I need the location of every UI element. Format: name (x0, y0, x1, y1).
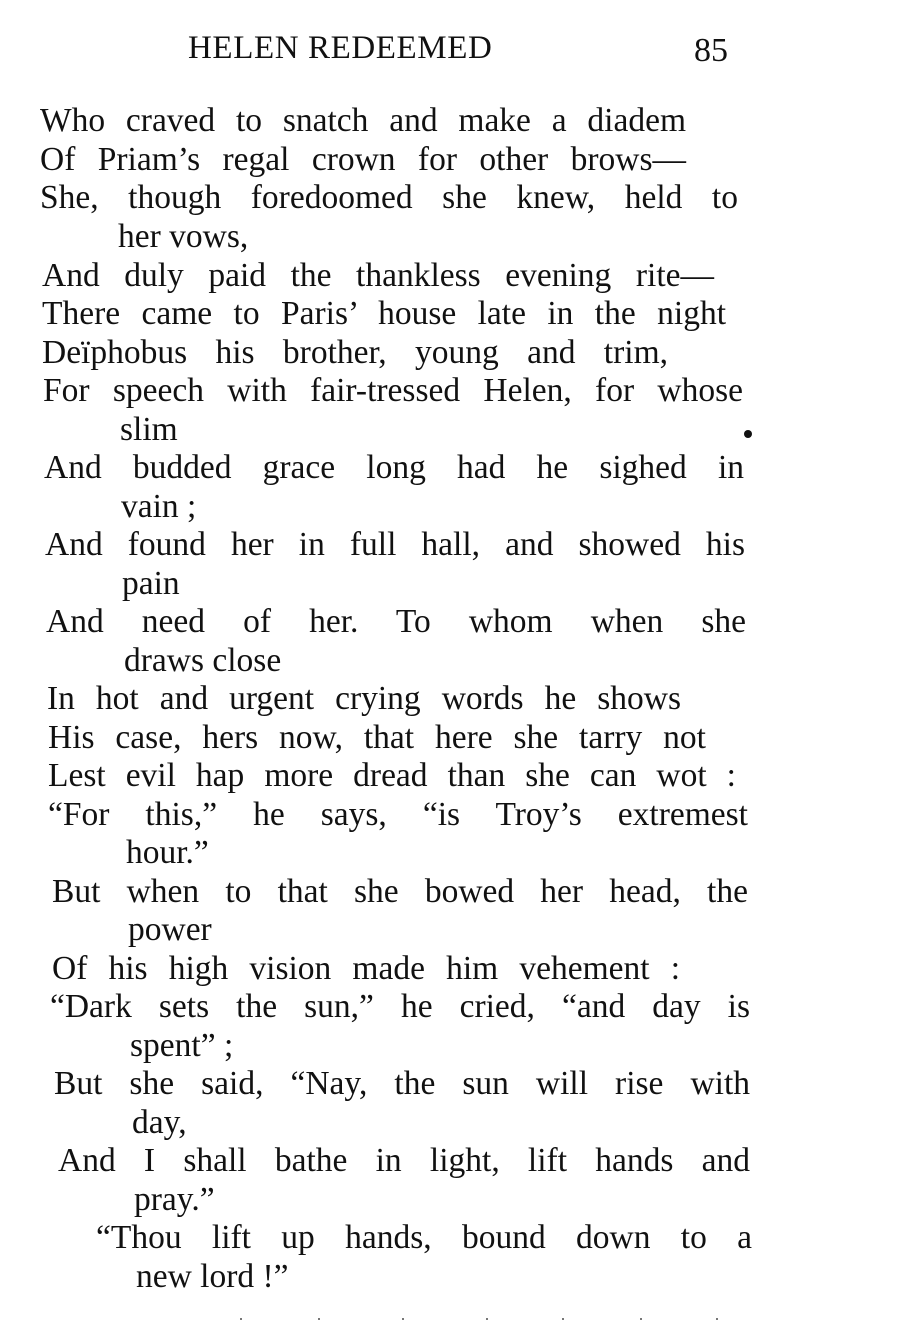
poem-line: She, though foredoomed she knew, held to (40, 179, 738, 216)
poem-line-continuation: power (128, 911, 212, 948)
poem-line: His case, hers now, that here she tarry not (48, 719, 706, 756)
poem-line: “Thou lift up hands, bound down to a (96, 1219, 752, 1256)
poem-line-continuation: hour.” (126, 834, 209, 871)
poem-line-continuation: vain ; (121, 488, 197, 525)
poem-line: And budded grace long had he sighed in (44, 449, 744, 486)
ink-speck (744, 430, 752, 438)
poem-line: But when to that she bowed her head, the (52, 873, 748, 910)
page-edge-specks (0, 1318, 900, 1322)
poem-line: “For this,” he says, “is Troy’s extremest (48, 796, 748, 833)
poem-line-continuation: day, (132, 1104, 187, 1141)
page-number: 85 (694, 32, 728, 69)
poem-line: Lest evil hap more dread than she can wot : (48, 757, 736, 794)
poem-line: Of Priam’s regal crown for other brows— (40, 141, 686, 178)
poem-line: There came to Paris’ house late in the night (42, 295, 726, 332)
running-title: HELEN REDEEMED (188, 30, 493, 66)
poem-line: Who craved to snatch and make a diadem (40, 102, 686, 139)
poem-line: In hot and urgent crying words he shows (47, 680, 681, 717)
poem-line-continuation: new lord !” (136, 1258, 289, 1295)
poem-line: Deïphobus his brother, young and trim, (42, 334, 668, 371)
poem-line-continuation: spent” ; (130, 1027, 234, 1064)
poem-line-continuation: slim (120, 411, 178, 448)
poem-line-continuation: her vows, (118, 218, 249, 255)
poem-line-continuation: pray.” (134, 1181, 215, 1218)
poem-line: And need of her. To whom when she (46, 603, 746, 640)
poem-line: For speech with fair-tressed Helen, for whose (43, 372, 743, 409)
poem-line: “Dark sets the sun,” he cried, “and day is (50, 988, 750, 1025)
poem-line: Of his high vision made him vehement : (52, 950, 680, 987)
poem-line-continuation: draws close (124, 642, 282, 679)
poem-line-continuation: pain (122, 565, 180, 602)
running-head (0, 26, 900, 74)
poem-line: And found her in full hall, and showed his (45, 526, 745, 563)
poem-line: And I shall bathe in light, lift hands and (58, 1142, 750, 1179)
poem-line: And duly paid the thankless evening rite— (42, 257, 714, 294)
poem-line: But she said, “Nay, the sun will rise with (54, 1065, 750, 1102)
